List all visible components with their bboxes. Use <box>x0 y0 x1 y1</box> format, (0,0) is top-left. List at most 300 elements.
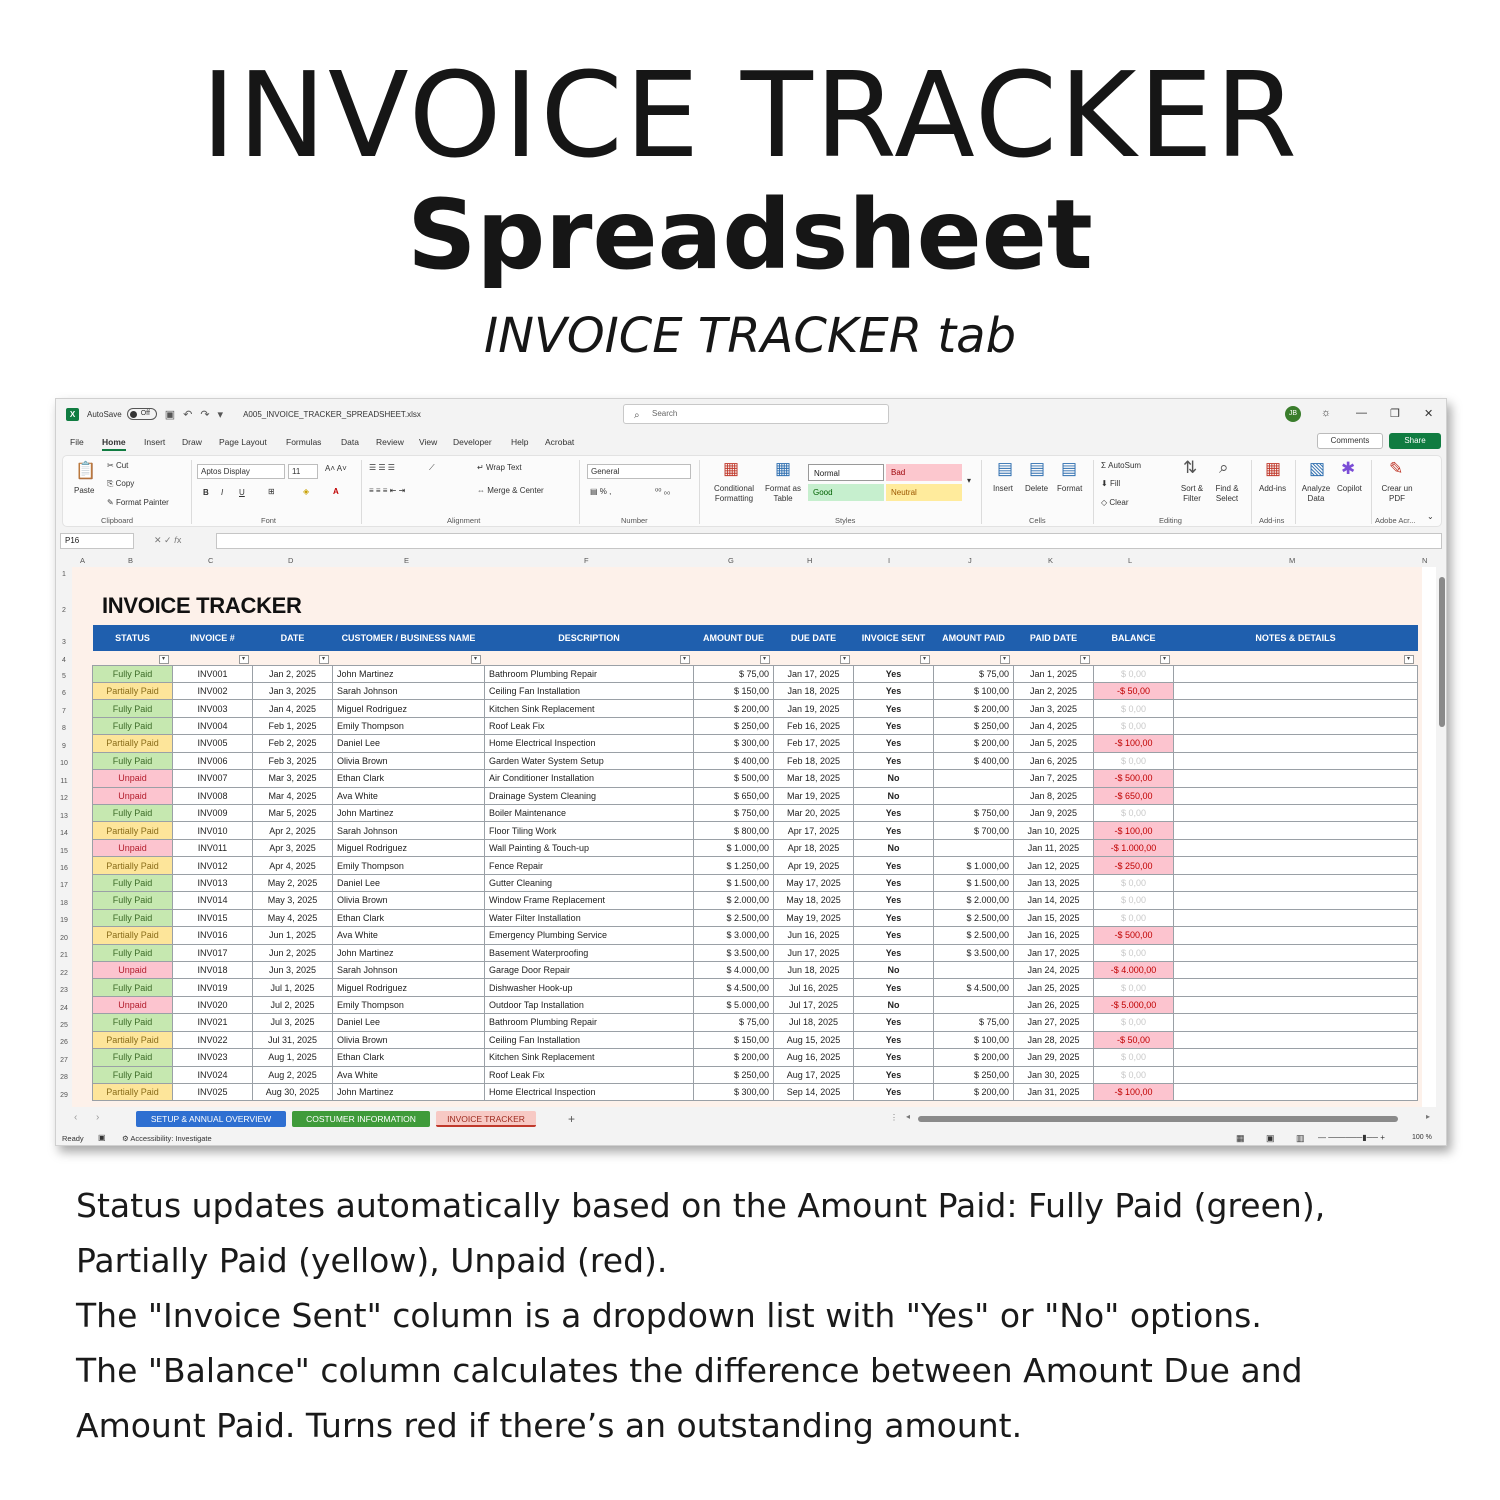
sort-filter-button[interactable]: Sort & Filter <box>1180 484 1204 503</box>
column-header[interactable]: E <box>404 556 410 565</box>
status-cell[interactable]: Fully Paid <box>93 892 173 909</box>
find-select-button[interactable]: Find & Select <box>1215 484 1239 503</box>
due-date-cell[interactable]: Aug 15, 2025 <box>774 1031 854 1048</box>
amount-paid-cell[interactable]: $ 100,00 <box>934 1031 1014 1048</box>
balance-cell[interactable]: $ 0,00 <box>1094 979 1174 996</box>
description-cell[interactable]: Garage Door Repair <box>485 961 694 978</box>
status-cell[interactable]: Partially Paid <box>93 682 173 699</box>
description-cell[interactable]: Wall Painting & Touch-up <box>485 839 694 856</box>
tab-next-icon[interactable]: › <box>96 1112 100 1123</box>
invoice-number-cell[interactable]: INV007 <box>173 770 253 787</box>
balance-cell[interactable]: -$ 1.000,00 <box>1094 839 1174 856</box>
amount-paid-cell[interactable]: $ 250,00 <box>934 1066 1014 1083</box>
date-cell[interactable]: Jul 31, 2025 <box>253 1031 333 1048</box>
font-color-icon[interactable]: A <box>333 487 339 496</box>
row-header[interactable]: 29 <box>60 1091 68 1099</box>
balance-cell[interactable]: $ 0,00 <box>1094 1049 1174 1066</box>
wrap-text-button[interactable]: ↵ Wrap Text <box>477 463 522 472</box>
conditional-formatting-button[interactable]: Conditional Formatting <box>713 484 755 503</box>
customer-cell[interactable]: Emily Thompson <box>333 996 485 1013</box>
balance-cell[interactable]: $ 0,00 <box>1094 665 1174 682</box>
date-cell[interactable]: Jun 2, 2025 <box>253 944 333 961</box>
paid-date-cell[interactable]: Jan 26, 2025 <box>1014 996 1094 1013</box>
due-date-cell[interactable]: Jun 16, 2025 <box>774 927 854 944</box>
undo-icon[interactable]: ↶ <box>183 408 193 421</box>
amount-paid-cell[interactable]: $ 250,00 <box>934 717 1014 734</box>
status-cell[interactable]: Fully Paid <box>93 979 173 996</box>
row-header[interactable]: 11 <box>60 777 68 785</box>
column-header[interactable]: F <box>584 556 589 565</box>
amount-paid-cell[interactable] <box>934 996 1014 1013</box>
invoice-sent-cell[interactable]: Yes <box>854 1066 934 1083</box>
invoice-sent-cell[interactable]: No <box>854 839 934 856</box>
invoice-number-cell[interactable]: INV019 <box>173 979 253 996</box>
description-cell[interactable]: Air Conditioner Installation <box>485 770 694 787</box>
status-cell[interactable]: Fully Paid <box>93 1049 173 1066</box>
format-painter-button[interactable]: ✎ Format Painter <box>107 498 169 507</box>
paid-date-cell[interactable]: Jan 25, 2025 <box>1014 979 1094 996</box>
customer-cell[interactable]: Daniel Lee <box>333 1014 485 1031</box>
normal-view-icon[interactable]: ▦ <box>1236 1133 1245 1143</box>
invoice-number-cell[interactable]: INV022 <box>173 1031 253 1048</box>
invoice-number-cell[interactable]: INV001 <box>173 665 253 682</box>
status-cell[interactable]: Unpaid <box>93 839 173 856</box>
page-break-view-icon[interactable]: ▥ <box>1296 1133 1305 1143</box>
notes-cell[interactable] <box>1174 874 1418 891</box>
description-cell[interactable]: Window Frame Replacement <box>485 892 694 909</box>
amount-paid-cell[interactable]: $ 700,00 <box>934 822 1014 839</box>
amount-due-cell[interactable]: $ 250,00 <box>694 717 774 734</box>
balance-cell[interactable]: -$ 50,00 <box>1094 1031 1174 1048</box>
customer-cell[interactable]: John Martinez <box>333 805 485 822</box>
due-date-cell[interactable]: Apr 19, 2025 <box>774 857 854 874</box>
horizontal-scrollbar[interactable] <box>918 1116 1398 1122</box>
date-cell[interactable]: Feb 2, 2025 <box>253 735 333 752</box>
invoice-sent-cell[interactable]: Yes <box>854 1084 934 1101</box>
find-select-icon[interactable]: ⌕ <box>1219 458 1229 477</box>
balance-cell[interactable]: -$ 500,00 <box>1094 927 1174 944</box>
invoice-number-cell[interactable]: INV015 <box>173 909 253 926</box>
amount-due-cell[interactable]: $ 400,00 <box>694 752 774 769</box>
due-date-cell[interactable]: Feb 16, 2025 <box>774 717 854 734</box>
row-header[interactable]: 20 <box>60 934 68 942</box>
addins-icon[interactable]: ▦ <box>1265 459 1282 478</box>
balance-cell[interactable]: -$ 100,00 <box>1094 735 1174 752</box>
balance-cell[interactable]: $ 0,00 <box>1094 892 1174 909</box>
invoice-sent-cell[interactable]: Yes <box>854 927 934 944</box>
scroll-left-icon[interactable]: ◂ <box>906 1112 911 1121</box>
balance-cell[interactable]: -$ 100,00 <box>1094 1084 1174 1101</box>
status-cell[interactable]: Fully Paid <box>93 909 173 926</box>
customer-cell[interactable]: Olivia Brown <box>333 1031 485 1048</box>
notes-cell[interactable] <box>1174 927 1418 944</box>
status-cell[interactable]: Fully Paid <box>93 1014 173 1031</box>
tab-prev-icon[interactable]: ‹ <box>74 1112 78 1123</box>
amount-paid-cell[interactable]: $ 1.500,00 <box>934 874 1014 891</box>
customer-cell[interactable]: Olivia Brown <box>333 752 485 769</box>
quick-access-icon[interactable]: ▾ <box>217 408 224 421</box>
invoice-number-cell[interactable]: INV002 <box>173 682 253 699</box>
fx-icon[interactable]: ✕ ✓ 𝑓x <box>154 535 182 545</box>
description-cell[interactable]: Kitchen Sink Replacement <box>485 700 694 717</box>
amount-paid-cell[interactable]: $ 3.500,00 <box>934 944 1014 961</box>
invoice-sent-cell[interactable]: Yes <box>854 700 934 717</box>
column-header[interactable]: N <box>1422 556 1428 565</box>
date-cell[interactable]: May 4, 2025 <box>253 909 333 926</box>
notes-cell[interactable] <box>1174 822 1418 839</box>
date-cell[interactable]: Jun 1, 2025 <box>253 927 333 944</box>
menu-draw[interactable]: Draw <box>182 437 202 447</box>
due-date-cell[interactable]: May 17, 2025 <box>774 874 854 891</box>
paid-date-cell[interactable]: Jan 9, 2025 <box>1014 805 1094 822</box>
lightbulb-icon[interactable]: ☼ <box>1321 407 1332 419</box>
description-cell[interactable]: Gutter Cleaning <box>485 874 694 891</box>
balance-cell[interactable]: -$ 100,00 <box>1094 822 1174 839</box>
menu-view[interactable]: View <box>419 437 438 447</box>
invoice-sent-cell[interactable]: Yes <box>854 979 934 996</box>
notes-cell[interactable] <box>1174 665 1418 682</box>
align-top-icon[interactable]: ☰ ☰ ☰ <box>369 463 395 472</box>
invoice-sent-cell[interactable]: Yes <box>854 874 934 891</box>
row-header[interactable]: 6 <box>62 690 66 698</box>
paid-date-cell[interactable]: Jan 13, 2025 <box>1014 874 1094 891</box>
sort-filter-icon[interactable]: ⇅ <box>1183 458 1198 477</box>
amount-due-cell[interactable]: $ 3.500,00 <box>694 944 774 961</box>
due-date-cell[interactable]: Jun 18, 2025 <box>774 961 854 978</box>
font-name-select[interactable]: Aptos Display <box>197 464 285 479</box>
file-name[interactable]: A005_INVOICE_TRACKER_SPREADSHEET.xlsx <box>243 409 421 419</box>
date-cell[interactable]: Apr 4, 2025 <box>253 857 333 874</box>
autosum-button[interactable]: Σ AutoSum <box>1101 461 1142 470</box>
amount-due-cell[interactable]: $ 300,00 <box>694 1084 774 1101</box>
description-cell[interactable]: Floor Tiling Work <box>485 822 694 839</box>
notes-cell[interactable] <box>1174 909 1418 926</box>
customer-cell[interactable]: Ethan Clark <box>333 770 485 787</box>
filter-dropdown-icon[interactable]: ▾ <box>840 655 850 664</box>
description-cell[interactable]: Ceiling Fan Installation <box>485 682 694 699</box>
row-header[interactable]: 2 <box>62 607 66 614</box>
due-date-cell[interactable]: May 18, 2025 <box>774 892 854 909</box>
paid-date-cell[interactable]: Jan 2, 2025 <box>1014 682 1094 699</box>
vertical-scrollbar[interactable] <box>1437 567 1447 1107</box>
due-date-cell[interactable]: Sep 14, 2025 <box>774 1084 854 1101</box>
customer-cell[interactable]: John Martinez <box>333 1084 485 1101</box>
row-header[interactable]: 8 <box>62 725 66 733</box>
comments-button[interactable]: Comments <box>1317 433 1383 449</box>
due-date-cell[interactable]: Jun 17, 2025 <box>774 944 854 961</box>
amount-due-cell[interactable]: $ 5.000,00 <box>694 996 774 1013</box>
balance-cell[interactable]: $ 0,00 <box>1094 700 1174 717</box>
date-cell[interactable]: Jan 3, 2025 <box>253 682 333 699</box>
paid-date-cell[interactable]: Jan 1, 2025 <box>1014 665 1094 682</box>
due-date-cell[interactable]: Feb 17, 2025 <box>774 735 854 752</box>
paid-date-cell[interactable]: Jan 4, 2025 <box>1014 717 1094 734</box>
row-header[interactable]: 7 <box>62 707 66 715</box>
amount-due-cell[interactable]: $ 150,00 <box>694 682 774 699</box>
due-date-cell[interactable]: Mar 18, 2025 <box>774 770 854 787</box>
notes-cell[interactable] <box>1174 996 1418 1013</box>
paid-date-cell[interactable]: Jan 12, 2025 <box>1014 857 1094 874</box>
status-cell[interactable]: Partially Paid <box>93 1084 173 1101</box>
amount-paid-cell[interactable]: $ 200,00 <box>934 735 1014 752</box>
amount-paid-cell[interactable] <box>934 839 1014 856</box>
paid-date-cell[interactable]: Jan 8, 2025 <box>1014 787 1094 804</box>
column-header[interactable]: M <box>1289 556 1296 565</box>
invoice-number-cell[interactable]: INV011 <box>173 839 253 856</box>
due-date-cell[interactable]: Jul 16, 2025 <box>774 979 854 996</box>
style-normal[interactable]: Normal <box>808 464 884 481</box>
due-date-cell[interactable]: Aug 17, 2025 <box>774 1066 854 1083</box>
invoice-sent-cell[interactable]: No <box>854 770 934 787</box>
amount-paid-cell[interactable] <box>934 961 1014 978</box>
description-cell[interactable]: Kitchen Sink Replacement <box>485 1049 694 1066</box>
filter-dropdown-icon[interactable]: ▾ <box>1404 655 1414 664</box>
restore-icon[interactable]: ❐ <box>1390 408 1400 420</box>
balance-cell[interactable]: -$ 4.000,00 <box>1094 961 1174 978</box>
invoice-number-cell[interactable]: INV012 <box>173 857 253 874</box>
analyze-data-button[interactable]: Analyze Data <box>1301 484 1331 503</box>
description-cell[interactable]: Bathroom Plumbing Repair <box>485 1014 694 1031</box>
due-date-cell[interactable]: Mar 19, 2025 <box>774 787 854 804</box>
amount-paid-cell[interactable]: $ 75,00 <box>934 1014 1014 1031</box>
description-cell[interactable]: Home Electrical Inspection <box>485 1084 694 1101</box>
page-layout-view-icon[interactable]: ▣ <box>1266 1133 1275 1143</box>
close-icon[interactable]: ✕ <box>1424 408 1434 420</box>
status-cell[interactable]: Unpaid <box>93 770 173 787</box>
due-date-cell[interactable]: Jan 17, 2025 <box>774 665 854 682</box>
row-header[interactable]: 25 <box>60 1022 68 1029</box>
row-header[interactable]: 24 <box>60 1004 68 1012</box>
customer-cell[interactable]: Miguel Rodriguez <box>333 979 485 996</box>
balance-cell[interactable]: -$ 50,00 <box>1094 682 1174 699</box>
date-cell[interactable]: Jul 3, 2025 <box>253 1014 333 1031</box>
customer-cell[interactable]: Daniel Lee <box>333 874 485 891</box>
copilot-button[interactable]: Copilot <box>1337 484 1362 493</box>
status-cell[interactable]: Fully Paid <box>93 752 173 769</box>
amount-due-cell[interactable]: $ 500,00 <box>694 770 774 787</box>
notes-cell[interactable] <box>1174 735 1418 752</box>
due-date-cell[interactable]: Apr 18, 2025 <box>774 839 854 856</box>
menu-page-layout[interactable]: Page Layout <box>219 437 267 447</box>
search-box[interactable] <box>623 404 889 424</box>
invoice-sent-cell[interactable]: Yes <box>854 717 934 734</box>
balance-cell[interactable]: -$ 250,00 <box>1094 857 1174 874</box>
column-header[interactable]: H <box>807 556 813 565</box>
delete-cells-icon[interactable]: ▤ <box>1029 459 1046 478</box>
paid-date-cell[interactable]: Jan 6, 2025 <box>1014 752 1094 769</box>
format-cells-button[interactable]: Format <box>1057 484 1083 493</box>
description-cell[interactable]: Dishwasher Hook-up <box>485 979 694 996</box>
filter-dropdown-icon[interactable]: ▾ <box>760 655 770 664</box>
notes-cell[interactable] <box>1174 961 1418 978</box>
status-cell[interactable]: Fully Paid <box>93 805 173 822</box>
invoice-sent-cell[interactable]: Yes <box>854 1014 934 1031</box>
avatar[interactable]: JB <box>1285 406 1301 422</box>
invoice-number-cell[interactable]: INV024 <box>173 1066 253 1083</box>
bold-button[interactable]: B <box>203 488 209 497</box>
filter-dropdown-icon[interactable]: ▾ <box>319 655 329 664</box>
invoice-number-cell[interactable]: INV008 <box>173 787 253 804</box>
filter-dropdown-icon[interactable]: ▾ <box>680 655 690 664</box>
fill-button[interactable]: ⬇ Fill <box>1101 479 1121 488</box>
notes-cell[interactable] <box>1174 1049 1418 1066</box>
row-header[interactable]: 3 <box>62 639 66 646</box>
invoice-sent-cell[interactable]: Yes <box>854 682 934 699</box>
menu-insert[interactable]: Insert <box>144 437 166 447</box>
invoice-number-cell[interactable]: INV018 <box>173 961 253 978</box>
amount-paid-cell[interactable]: $ 75,00 <box>934 665 1014 682</box>
conditional-formatting-icon[interactable]: ▦ <box>723 459 740 478</box>
status-cell[interactable]: Fully Paid <box>93 944 173 961</box>
tab-invoice-tracker[interactable]: INVOICE TRACKER <box>436 1111 536 1127</box>
amount-due-cell[interactable]: $ 300,00 <box>694 735 774 752</box>
filter-dropdown-icon[interactable]: ▾ <box>1000 655 1010 664</box>
invoice-sent-cell[interactable]: Yes <box>854 822 934 839</box>
customer-cell[interactable]: Ethan Clark <box>333 909 485 926</box>
description-cell[interactable]: Garden Water System Setup <box>485 752 694 769</box>
paid-date-cell[interactable]: Jan 30, 2025 <box>1014 1066 1094 1083</box>
balance-cell[interactable]: $ 0,00 <box>1094 1014 1174 1031</box>
customer-cell[interactable]: Sarah Johnson <box>333 961 485 978</box>
filter-dropdown-icon[interactable]: ▾ <box>1080 655 1090 664</box>
invoice-number-cell[interactable]: INV023 <box>173 1049 253 1066</box>
due-date-cell[interactable]: Jan 18, 2025 <box>774 682 854 699</box>
balance-cell[interactable]: $ 0,00 <box>1094 717 1174 734</box>
addins-button[interactable]: Add-ins <box>1259 484 1287 493</box>
create-pdf-button[interactable]: Crear un PDF <box>1381 484 1413 503</box>
accessibility-status[interactable]: ⚙ Accessibility: Investigate <box>122 1134 212 1143</box>
add-sheet-button[interactable]: + <box>568 1112 576 1126</box>
paid-date-cell[interactable]: Jan 27, 2025 <box>1014 1014 1094 1031</box>
amount-paid-cell[interactable] <box>934 787 1014 804</box>
row-header[interactable]: 18 <box>60 899 68 907</box>
format-cells-icon[interactable]: ▤ <box>1061 459 1078 478</box>
status-cell[interactable]: Fully Paid <box>93 717 173 734</box>
invoice-sent-cell[interactable]: Yes <box>854 1031 934 1048</box>
invoice-number-cell[interactable]: INV014 <box>173 892 253 909</box>
balance-cell[interactable]: -$ 500,00 <box>1094 770 1174 787</box>
invoice-number-cell[interactable]: INV004 <box>173 717 253 734</box>
description-cell[interactable]: Outdoor Tap Installation <box>485 996 694 1013</box>
column-header[interactable]: G <box>728 556 734 565</box>
tab-options-icon[interactable]: ⋮ <box>890 1113 898 1122</box>
amount-due-cell[interactable]: $ 250,00 <box>694 1066 774 1083</box>
amount-paid-cell[interactable]: $ 2.500,00 <box>934 909 1014 926</box>
description-cell[interactable]: Roof Leak Fix <box>485 717 694 734</box>
paid-date-cell[interactable]: Jan 16, 2025 <box>1014 927 1094 944</box>
amount-paid-cell[interactable]: $ 4.500,00 <box>934 979 1014 996</box>
paid-date-cell[interactable]: Jan 10, 2025 <box>1014 822 1094 839</box>
filter-dropdown-icon[interactable]: ▾ <box>1160 655 1170 664</box>
status-cell[interactable]: Partially Paid <box>93 1031 173 1048</box>
notes-cell[interactable] <box>1174 979 1418 996</box>
tab-setup[interactable]: SETUP & ANNUAL OVERVIEW <box>136 1111 286 1127</box>
menu-review[interactable]: Review <box>376 437 404 447</box>
row-header[interactable]: 19 <box>60 917 68 925</box>
invoice-number-cell[interactable]: INV016 <box>173 927 253 944</box>
amount-paid-cell[interactable]: $ 200,00 <box>934 1084 1014 1101</box>
italic-button[interactable]: I <box>221 488 224 497</box>
notes-cell[interactable] <box>1174 944 1418 961</box>
insert-cells-button[interactable]: Insert <box>993 484 1014 493</box>
customer-cell[interactable]: Sarah Johnson <box>333 822 485 839</box>
zoom-slider[interactable]: — ──────▮── + <box>1318 1133 1385 1142</box>
description-cell[interactable]: Fence Repair <box>485 857 694 874</box>
underline-button[interactable]: U <box>239 488 245 497</box>
copilot-icon[interactable]: ✱ <box>1341 459 1356 478</box>
status-cell[interactable]: Partially Paid <box>93 857 173 874</box>
redo-icon[interactable]: ↷ <box>200 408 210 421</box>
amount-due-cell[interactable]: $ 4.500,00 <box>694 979 774 996</box>
customer-cell[interactable]: Daniel Lee <box>333 735 485 752</box>
amount-paid-cell[interactable]: $ 100,00 <box>934 682 1014 699</box>
invoice-sent-cell[interactable]: Yes <box>854 1049 934 1066</box>
font-size-select[interactable]: 11 <box>288 464 318 479</box>
paste-icon[interactable]: 📋 <box>75 461 97 480</box>
invoice-number-cell[interactable]: INV013 <box>173 874 253 891</box>
amount-due-cell[interactable]: $ 3.000,00 <box>694 927 774 944</box>
customer-cell[interactable]: Emily Thompson <box>333 857 485 874</box>
amount-paid-cell[interactable]: $ 750,00 <box>934 805 1014 822</box>
notes-cell[interactable] <box>1174 700 1418 717</box>
date-cell[interactable]: May 3, 2025 <box>253 892 333 909</box>
description-cell[interactable]: Basement Waterproofing <box>485 944 694 961</box>
row-header[interactable]: 9 <box>62 742 66 750</box>
due-date-cell[interactable]: Aug 16, 2025 <box>774 1049 854 1066</box>
format-as-table-button[interactable]: Format as Table <box>764 484 801 503</box>
clear-button[interactable]: ◇ Clear <box>1101 498 1129 507</box>
analyze-data-icon[interactable]: ▧ <box>1309 459 1326 478</box>
menu-acrobat[interactable]: Acrobat <box>545 437 575 447</box>
customer-cell[interactable]: Olivia Brown <box>333 892 485 909</box>
status-cell[interactable]: Partially Paid <box>93 822 173 839</box>
amount-paid-cell[interactable]: $ 400,00 <box>934 752 1014 769</box>
customer-cell[interactable]: Emily Thompson <box>333 717 485 734</box>
customer-cell[interactable]: Miguel Rodriguez <box>333 839 485 856</box>
invoice-sent-cell[interactable]: Yes <box>854 735 934 752</box>
description-cell[interactable]: Home Electrical Inspection <box>485 735 694 752</box>
column-header[interactable]: I <box>888 556 891 565</box>
format-table-icon[interactable]: ▦ <box>775 459 792 478</box>
paid-date-cell[interactable]: Jan 3, 2025 <box>1014 700 1094 717</box>
customer-cell[interactable]: John Martinez <box>333 665 485 682</box>
row-header[interactable]: 28 <box>60 1074 68 1082</box>
date-cell[interactable]: Jun 3, 2025 <box>253 961 333 978</box>
column-header[interactable]: C <box>208 556 214 565</box>
ribbon-collapse-icon[interactable]: ⌄ <box>1427 512 1434 521</box>
notes-cell[interactable] <box>1174 839 1418 856</box>
autosave-toggle[interactable]: Off <box>127 408 157 420</box>
menu-home[interactable]: Home <box>102 437 126 451</box>
amount-due-cell[interactable]: $ 650,00 <box>694 787 774 804</box>
amount-due-cell[interactable]: $ 800,00 <box>694 822 774 839</box>
invoice-sent-cell[interactable]: Yes <box>854 892 934 909</box>
date-cell[interactable]: Mar 4, 2025 <box>253 787 333 804</box>
column-header[interactable]: J <box>968 556 972 565</box>
invoice-number-cell[interactable]: INV010 <box>173 822 253 839</box>
invoice-number-cell[interactable]: INV021 <box>173 1014 253 1031</box>
description-cell[interactable]: Bathroom Plumbing Repair <box>485 665 694 682</box>
date-cell[interactable]: Aug 2, 2025 <box>253 1066 333 1083</box>
row-header[interactable]: 15 <box>60 847 68 855</box>
filter-dropdown-icon[interactable]: ▾ <box>159 655 169 664</box>
tab-customer[interactable]: COSTUMER INFORMATION <box>292 1111 430 1127</box>
minimize-icon[interactable]: — <box>1356 407 1367 419</box>
row-header[interactable]: 27 <box>60 1056 68 1064</box>
notes-cell[interactable] <box>1174 682 1418 699</box>
date-cell[interactable]: Mar 3, 2025 <box>253 770 333 787</box>
status-cell[interactable]: Unpaid <box>93 996 173 1013</box>
